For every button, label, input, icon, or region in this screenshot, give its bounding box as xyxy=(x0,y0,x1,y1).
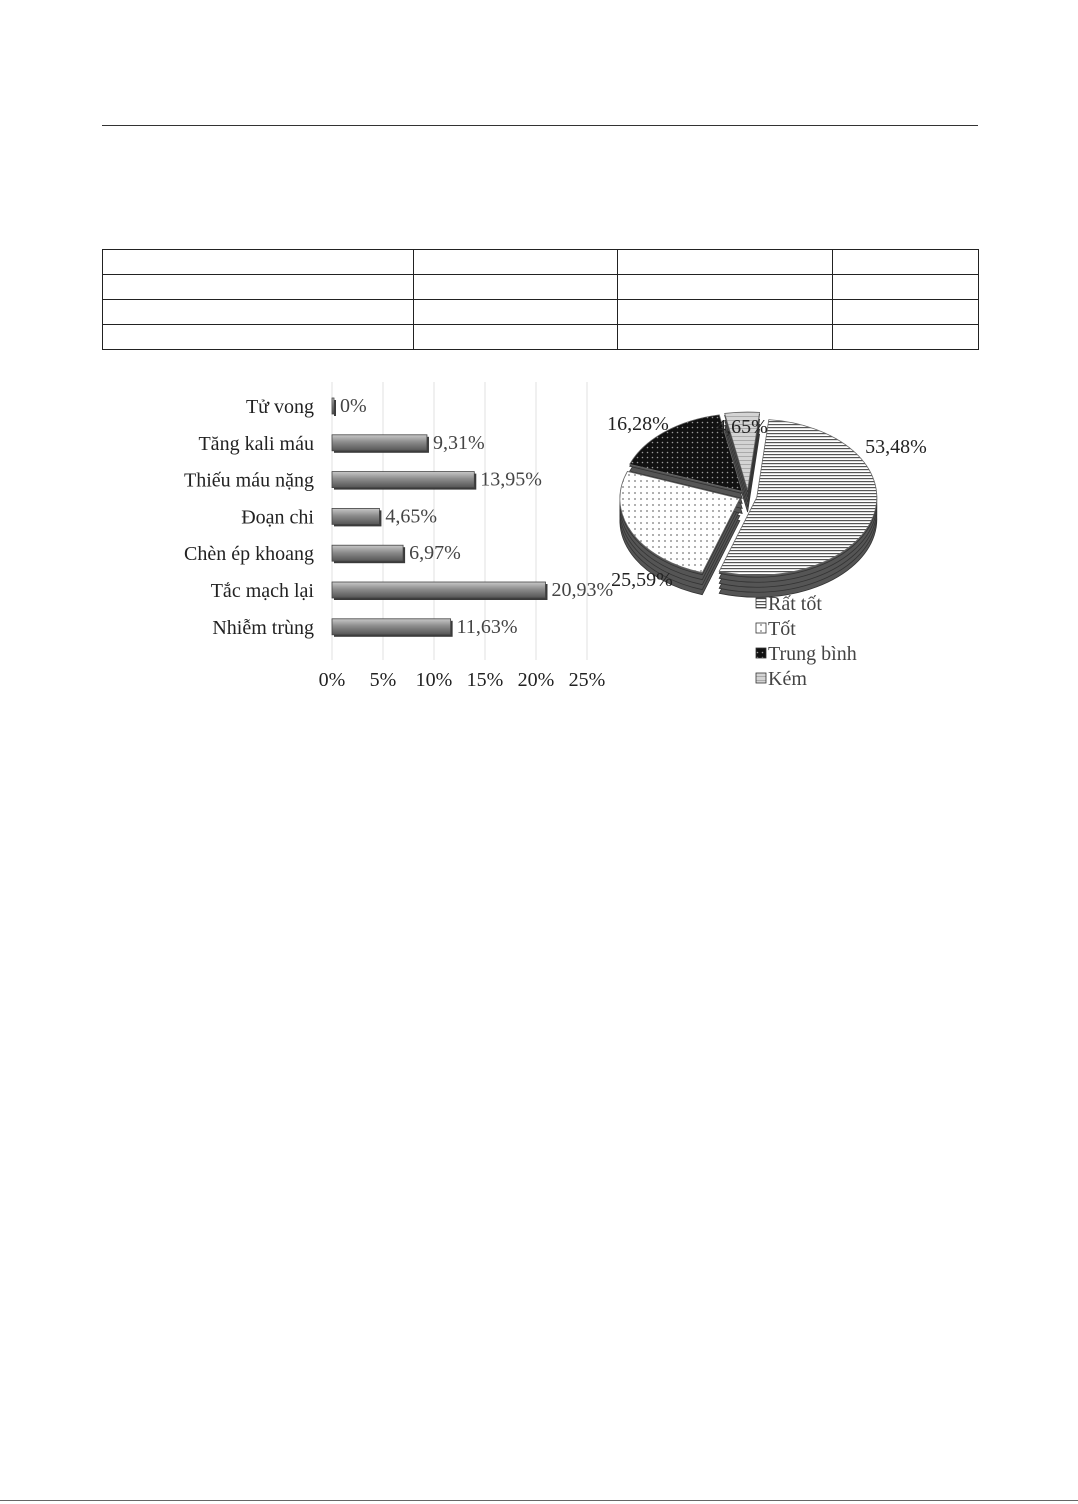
bar-data-label: 4,65% xyxy=(385,505,438,528)
table-cell xyxy=(414,275,618,300)
category-label: Đoạn chi xyxy=(241,506,314,529)
legend-swatch xyxy=(756,673,766,683)
bar-data-label: 13,95% xyxy=(480,468,542,491)
table-cell xyxy=(833,300,979,325)
complications-bar-chart xyxy=(170,378,630,698)
legend-label: Trung bình xyxy=(768,643,857,665)
category-label: Tăng kali máu xyxy=(198,432,314,455)
table-cell xyxy=(833,275,979,300)
table-cell xyxy=(833,250,979,275)
table-cell xyxy=(103,275,414,300)
legend-swatch xyxy=(756,598,766,608)
x-tick-label: 0% xyxy=(318,669,346,691)
table-row xyxy=(103,300,979,325)
x-tick-label: 15% xyxy=(466,669,504,691)
bar xyxy=(332,398,334,414)
bar-data-label: 11,63% xyxy=(456,615,518,638)
legend-label: Kém xyxy=(768,668,807,690)
data-table xyxy=(102,249,979,350)
legend-swatch xyxy=(756,648,766,658)
table-row xyxy=(103,325,979,350)
pie-slice-label: 16,28% xyxy=(607,413,669,435)
table-cell xyxy=(618,275,833,300)
category-label: Thiếu máu nặng xyxy=(184,469,314,492)
table-cell xyxy=(414,250,618,275)
bar xyxy=(332,582,545,598)
category-label: Tử vong xyxy=(245,396,314,418)
table-cell xyxy=(833,325,979,350)
table-cell xyxy=(618,300,833,325)
bar xyxy=(332,545,403,561)
bar xyxy=(332,508,379,524)
bar-data-label: 0% xyxy=(340,395,367,417)
bar xyxy=(332,435,427,451)
table-cell xyxy=(103,300,414,325)
table-cell xyxy=(103,250,414,275)
pie-slice-label: 53,48% xyxy=(865,436,927,458)
pie-slice-label: 25,59% xyxy=(611,569,673,591)
table-row xyxy=(103,275,979,300)
pie-slice-label: 4,65% xyxy=(716,416,768,438)
legend-label: Rất tốt xyxy=(768,593,822,615)
category-label: Chèn ép khoang xyxy=(184,543,314,566)
legend-label: Tốt xyxy=(768,618,796,640)
x-tick-label: 20% xyxy=(517,669,555,691)
table-cell xyxy=(618,325,833,350)
table-cell xyxy=(618,250,833,275)
x-tick-label: 25% xyxy=(568,669,606,691)
legend-swatch xyxy=(756,623,766,633)
footer-rule xyxy=(0,1500,1078,1501)
bar xyxy=(332,472,474,488)
bar-data-label: 6,97% xyxy=(409,542,461,565)
x-tick-label: 10% xyxy=(415,669,453,691)
table-cell xyxy=(103,325,414,350)
table-cell xyxy=(414,325,618,350)
table-row xyxy=(103,250,979,275)
category-label: Tắc mạch lại xyxy=(210,580,314,602)
header-rule xyxy=(102,125,978,126)
category-label: Nhiễm trùng xyxy=(212,616,314,639)
bar xyxy=(332,619,451,635)
bar-data-label: 9,31% xyxy=(432,431,485,454)
x-tick-label: 5% xyxy=(369,669,397,691)
table-cell xyxy=(414,300,618,325)
bar-data-label: 20,93% xyxy=(551,579,614,601)
outcome-pie-chart xyxy=(607,400,927,700)
